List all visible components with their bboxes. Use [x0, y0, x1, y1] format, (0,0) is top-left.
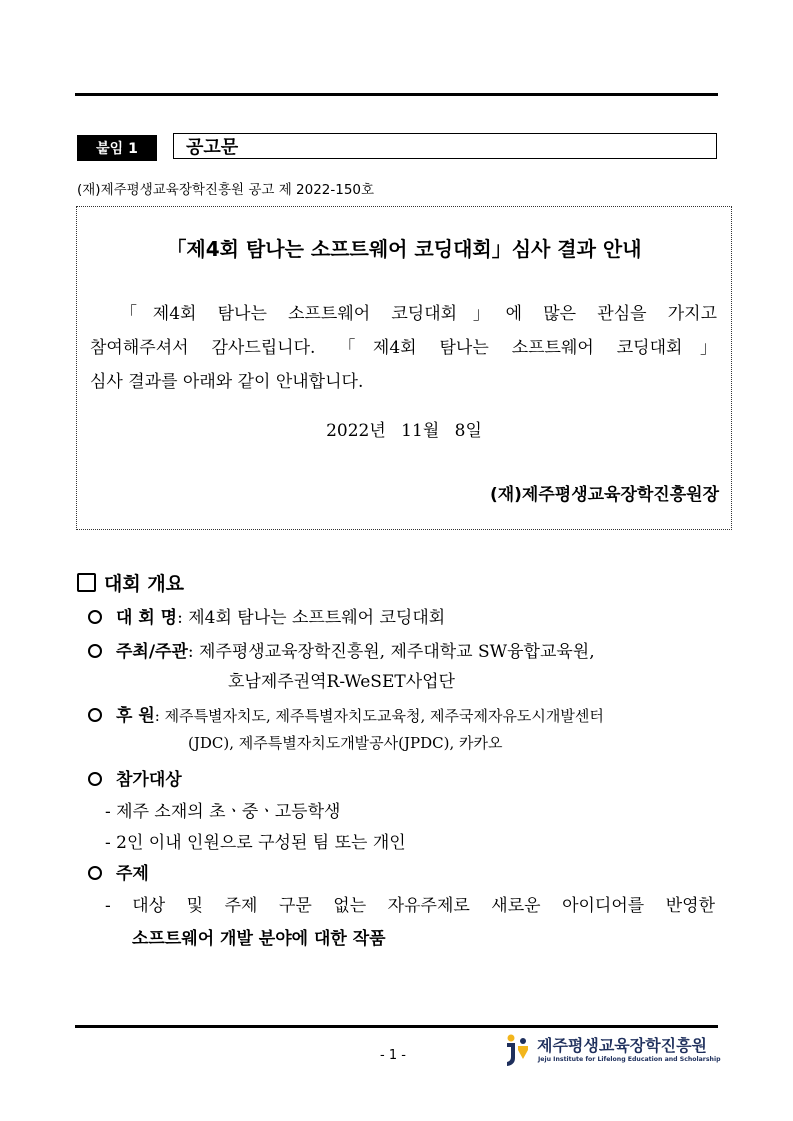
- notice-box: [76, 206, 732, 530]
- circle-bullet-icon: [88, 772, 102, 786]
- theme-item: [88, 859, 149, 884]
- page-number: - 1 -: [380, 1048, 406, 1063]
- target-item: [88, 765, 182, 790]
- target-label: 참가대상: [116, 770, 182, 790]
- institute-logo-icon: [503, 1032, 533, 1068]
- circle-bullet-icon: [88, 610, 102, 624]
- circle-bullet-icon: [88, 866, 102, 880]
- circle-bullet-icon: [88, 708, 102, 722]
- notice-date: 2022년 11월 8일: [326, 421, 482, 441]
- notice-number: (재)제주평생교육장학진흥원 공고 제 2022-150호: [77, 182, 375, 198]
- attachment-badge: 붙임 1: [77, 135, 157, 161]
- section-heading-text: 대회 개요: [104, 573, 185, 595]
- sponsor-item: [88, 701, 604, 726]
- notice-body-line: 「제4회 탐나는 소프트웨어 코딩대회」에 많은 관심을 가지고: [120, 304, 717, 324]
- sponsor-value-cont: (JDC), 제주특별자치도개발공사(JPDC), 카카오: [188, 734, 503, 752]
- notice-body: [90, 297, 717, 399]
- notice-body-line: 심사 결과를 아래와 같이 안내합니다.: [90, 372, 364, 392]
- org-name: 제주평생교육장학진흥원: [537, 1036, 708, 1055]
- contest-name-value: : 제4회 탐나는 소프트웨어 코딩대회: [177, 608, 446, 628]
- theme-label: 주제: [116, 864, 149, 884]
- square-bullet-icon: [77, 573, 96, 592]
- notice-body-line: 참여해주셔서 감사드립니다. 「제4회 탐나는 소프트웨어 코딩대회」: [90, 338, 717, 358]
- attachment-title: 공고문: [173, 133, 717, 159]
- section-heading: [77, 569, 184, 596]
- target-sub-item: - 2인 이내 인원으로 구성된 팀 또는 개인: [105, 833, 406, 853]
- circle-bullet-icon: [88, 644, 102, 658]
- top-rule: [75, 93, 718, 96]
- theme-line-emphasis: 소프트웨어 개발 분야에 대한 작품: [132, 929, 386, 949]
- notice-signature: (재)제주평생교육장학진흥원장: [489, 485, 719, 505]
- target-sub-item: - 제주 소재의 초ㆍ중ㆍ고등학생: [105, 802, 341, 822]
- bottom-rule: [75, 1025, 718, 1028]
- org-name-english: Jeju Institute for Lifelong Education and Scholarship: [538, 1056, 721, 1063]
- sponsor-value: : 제주특별자치도, 제주특별자치도교육청, 제주국제자유도시개발센터: [154, 707, 604, 725]
- sponsor-label: 후 원: [116, 706, 155, 726]
- contest-name-item: [88, 603, 445, 628]
- contest-name-label: 대 회 명: [116, 608, 178, 628]
- host-label: 주최/주관: [116, 642, 188, 662]
- host-item: [88, 637, 595, 662]
- notice-title: 「제4회 탐나는 소프트웨어 코딩대회」심사 결과 안내: [166, 237, 642, 261]
- theme-line: - 대상 및 주제 구문 없는 자유주제로 새로운 아이디어를 반영한: [105, 896, 715, 916]
- host-value: : 제주평생교육장학진흥원, 제주대학교 SW융합교육원,: [187, 642, 595, 662]
- host-value-cont: 호남제주권역R-WeSET사업단: [228, 672, 455, 692]
